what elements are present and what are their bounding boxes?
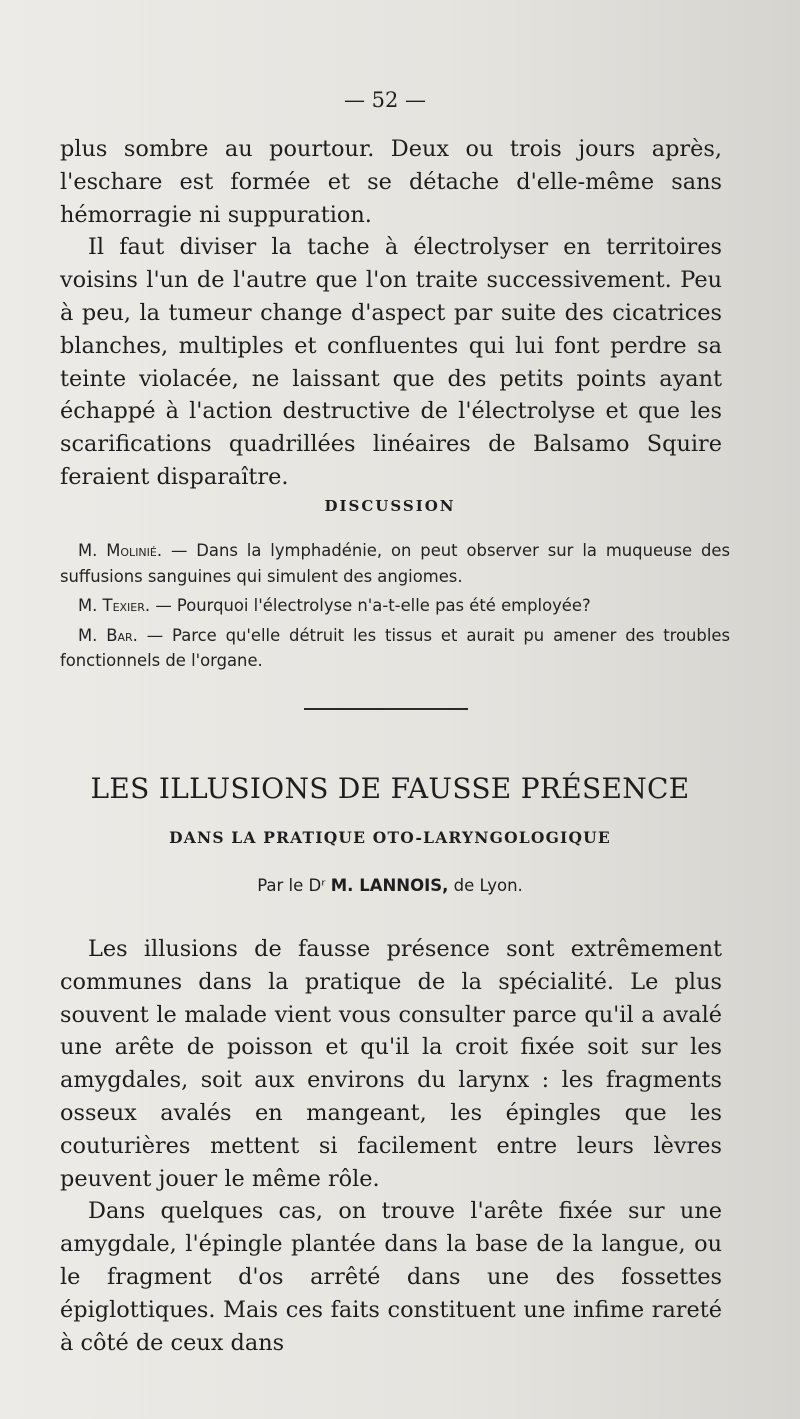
- byline: [0, 876, 780, 895]
- discussion-text: — Parce qu'elle détruit les tissus et aurait pu amener des troubles fonctionnels de l'organe.: [60, 625, 730, 670]
- author-name: M. LANNOIS,: [330, 876, 449, 895]
- discussion-entry: [60, 623, 730, 674]
- byline-suffix: de Lyon.: [448, 876, 523, 895]
- section-divider: [304, 708, 468, 710]
- speaker-name: M. Molinié.: [78, 541, 163, 560]
- discussion-text: — Dans la lymphadénie, on peut observer sur la muqueuse des suffusions sanguines qui simulent des angiomes.: [60, 541, 731, 586]
- discussion-entry: [60, 538, 730, 589]
- speaker-name: M. Bar.: [78, 625, 138, 645]
- intro-text: [60, 133, 722, 494]
- speaker-name: M. Texier.: [78, 596, 151, 615]
- article-body: [60, 933, 722, 1359]
- byline-prefix: Par le Dʳ: [257, 876, 331, 895]
- paragraph: Dans quelques cas, on trouve l'arête fixée sur une amygdale, l'épingle plantée dans la base de la langue, ou le fragment d'os arrêté dans une des fossettes épiglottiques. Mais ces faits constituent une infime rareté à côté de ceux dans: [60, 1198, 722, 1356]
- discussion-heading: DISCUSSION: [324, 497, 456, 515]
- page-number: — 52 —: [343, 88, 427, 112]
- discussion-entry: [60, 593, 730, 619]
- paragraph: Il faut diviser la tache à électrolyser en territoires voisins l'un de l'autre que l'on traite successivement. Peu à peu, la tumeur change d'aspect par suite des cicatrices blanches, multiples et confluentes qui lui font perdre sa teinte violacée, ne laissant que des petits points ayant échappé à l'action destructive de l'électrolyse et que les scarifications quadrillées linéaires de Balsamo Squire feraient disparaître.: [60, 234, 722, 490]
- discussion-text: — Pourquoi l'électrolyse n'a-t-elle pas été employée?: [150, 596, 591, 615]
- discussion-section: [60, 538, 730, 678]
- article-subtitle: DANS LA PRATIQUE OTO-LARYNGOLOGIQUE: [169, 828, 611, 847]
- article-title: LES ILLUSIONS DE FAUSSE PRÉSENCE: [90, 772, 690, 805]
- paragraph: Les illusions de fausse présence sont extrêmement communes dans la pratique de la spécialité. Le plus souvent le malade vient vous consulter parce qu'il a avalé une arête de poisson et qu'il la croit fixée soit sur les amygdales, soit aux environs du larynx : les fragments osseux avalés en mangeant, les épingles que les couturières mettent si facilement entre leurs lèvres peuvent jouer le même rôle.: [60, 936, 722, 1192]
- paragraph: plus sombre au pourtour. Deux ou trois jours après, l'eschare est formée et se détache d'elle-même sans hémorragie ni suppuration.: [60, 136, 722, 228]
